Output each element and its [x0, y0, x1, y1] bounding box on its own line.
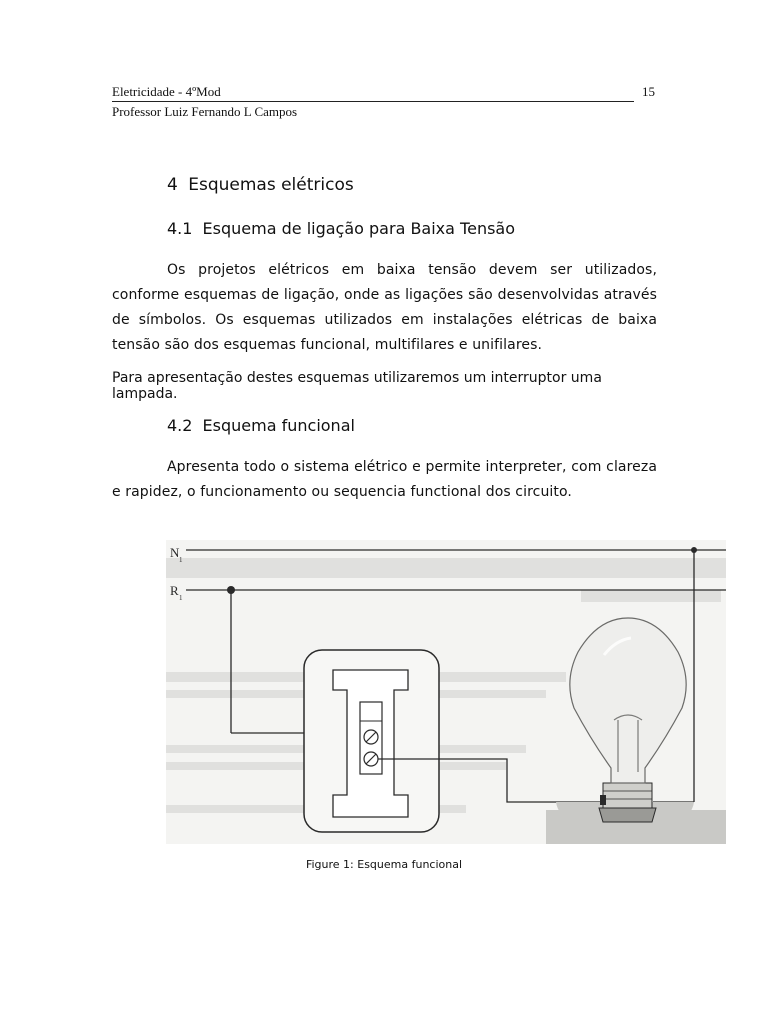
switch-icon	[304, 650, 439, 832]
subsection-number: 4.1	[167, 219, 193, 238]
section-title: Esquemas elétricos	[188, 175, 354, 195]
header-author: Professor Luiz Fernando L Campos	[112, 104, 298, 119]
page-number: 15	[642, 84, 655, 99]
functional-diagram-figure	[166, 540, 726, 844]
phase-label: R	[170, 583, 179, 598]
figure-caption: Figure 1: Esquema funcional	[305, 858, 463, 871]
phase-label-sub: 1	[179, 594, 183, 602]
neutral-label-sub: 1	[179, 556, 183, 564]
paragraph-4-1: Os projetos elétricos em baixa tensão devem ser utilizados, conforme esquemas de ligação, onde as ligações são desenvolvidas através de símbolos. Os esquemas utilizados em instalações elétricas de baixa tensão são dos esquemas funcional, multifilares e unifilares.	[112, 262, 657, 353]
subsection-title: Esquema funcional	[202, 416, 355, 435]
subsection-heading-4-1	[167, 219, 515, 238]
subsection-number: 4.2	[167, 416, 193, 435]
document-title: Eletricidade - 4ºMod	[112, 84, 221, 99]
section-number: 4	[167, 175, 178, 195]
header-rule	[112, 101, 634, 102]
subsection-heading-4-2	[167, 416, 355, 435]
section-heading	[167, 175, 354, 195]
paragraph-4-2: Apresenta todo o sistema elétrico e permite interpreter, com clareza e rapidez, o funcionamento ou sequencia functional dos circuito.	[112, 459, 657, 500]
neutral-label: N	[170, 545, 180, 560]
subsection-title: Esquema de ligação para Baixa Tensão	[202, 219, 516, 238]
functional-diagram	[166, 540, 726, 844]
lamp-icon	[546, 618, 726, 844]
paragraph-4-1-b: Para apresentação destes esquemas utilizaremos um interruptor uma lampada.	[112, 370, 602, 402]
